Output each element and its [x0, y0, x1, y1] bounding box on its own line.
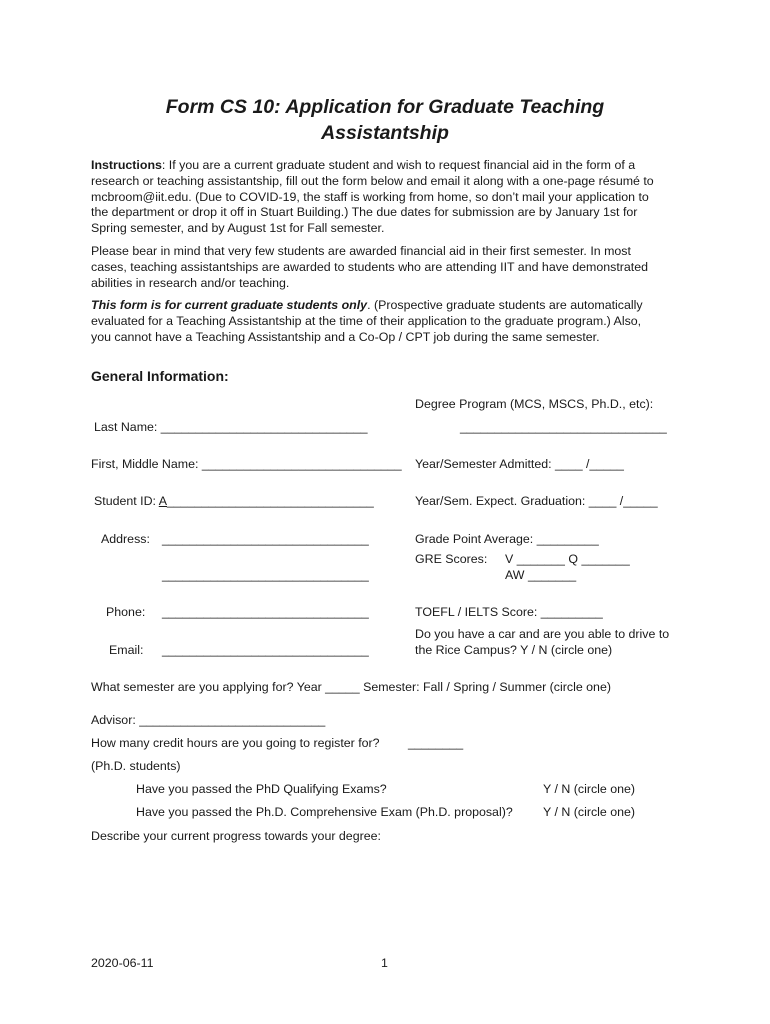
gpa-field[interactable]: Grade Point Average: _________: [415, 532, 599, 546]
instructions-line3: mcbroom@iit.edu. (Due to COVID-19, the staff is working from home, so don’t mail your application to: [91, 189, 649, 204]
last-name-field[interactable]: Last Name: ______________________________: [94, 420, 368, 434]
car-question-line1: Do you have a car and are you able to drive to: [415, 627, 670, 641]
eligibility-line3: you cannot have a Teaching Assistantship and a Co-Op / CPT job during the same semester.: [91, 329, 600, 344]
eligibility-line2: evaluated for a Teaching Assistantship at the time of their application to the graduate program.) Also,: [91, 313, 642, 328]
email-line[interactable]: ______________________________: [162, 643, 369, 657]
degree-program-label: Degree Program (MCS, MSCS, Ph.D., etc):: [415, 397, 654, 411]
semester-question[interactable]: What semester are you applying for? Year _____ Semester: Fall / Spring / Summer (circle one): [91, 680, 611, 694]
note-line1: Please bear in mind that very few students are awarded financial aid in their first semester. In most: [91, 244, 631, 258]
credit-hours-line[interactable]: ________: [408, 736, 464, 750]
note-line3: abilities in research and/or teaching.: [91, 275, 290, 290]
advisor-field[interactable]: Advisor: ___________________________: [91, 713, 326, 727]
gre-vq-field[interactable]: V _______ Q _______: [505, 552, 630, 566]
email-label: Email:: [109, 643, 144, 657]
student-id-line: ______________________________: [167, 494, 374, 508]
instructions-line4: the department or drop it off in Stuart Building.) The due dates for submission are by January 1st for: [91, 205, 638, 220]
eligibility-bold: This form is for current graduate students only: [91, 298, 368, 312]
phone-line[interactable]: ______________________________: [162, 605, 369, 619]
car-question-line2[interactable]: the Rice Campus? Y / N (circle one): [415, 643, 613, 657]
phone-label: Phone:: [106, 605, 146, 619]
form-title-line1: Form CS 10: Application for Graduate Teaching: [165, 96, 605, 118]
student-id-label: Student ID:: [94, 494, 159, 508]
phd-comprehensive-answer[interactable]: Y / N (circle one): [543, 805, 636, 819]
credit-hours-question: How many credit hours are you going to register for?: [91, 736, 380, 750]
eligibility-paragraph: [91, 298, 691, 345]
instructions-line5: Spring semester, and by August 1st for Fall semester.: [91, 221, 385, 236]
form-title-line2: Assistantship: [321, 122, 449, 144]
phd-qualifying-question: Have you passed the PhD Qualifying Exams?: [136, 782, 387, 796]
note-line2: cases, teaching assistantships are awarded to students who are attending IIT and have demonstrated: [91, 259, 649, 274]
phd-comprehensive-question: Have you passed the Ph.D. Comprehensive Exam (Ph.D. proposal)?: [136, 805, 513, 819]
instructions-line2: research or teaching assistantship, fill out the form below and email it along with a one-page résumé to: [91, 173, 654, 188]
instructions-label: Instructions: [91, 158, 162, 172]
address-line-1[interactable]: ______________________________: [162, 532, 369, 546]
gre-scores-label: GRE Scores:: [415, 552, 488, 566]
footer-date: 2020-06-11: [91, 956, 154, 970]
address-label: Address:: [101, 532, 150, 546]
instructions-line1: : If you are a current graduate student and wish to request financial aid in the form of a: [161, 158, 636, 172]
phd-qualifying-answer[interactable]: Y / N (circle one): [543, 782, 636, 796]
phd-students-label: (Ph.D. students): [91, 759, 181, 773]
student-id-prefix: A: [158, 494, 168, 508]
general-info-heading: General Information:: [91, 368, 229, 384]
progress-question: Describe your current progress towards your degree:: [91, 829, 381, 843]
note-paragraph: [91, 244, 691, 291]
degree-program-line[interactable]: ______________________________: [460, 420, 667, 434]
toefl-field[interactable]: TOEFL / IELTS Score: _________: [415, 605, 603, 619]
first-middle-name-field[interactable]: First, Middle Name: _____________________________: [91, 457, 402, 471]
instructions-paragraph: [91, 158, 691, 237]
student-id-field[interactable]: [94, 494, 374, 509]
year-admitted-field[interactable]: Year/Semester Admitted: ____ /_____: [415, 457, 624, 471]
eligibility-line1: . (Prospective graduate students are automatically: [367, 298, 643, 312]
footer-page-number: 1: [381, 956, 388, 970]
address-line-2[interactable]: ______________________________: [162, 568, 369, 582]
expected-graduation-field[interactable]: Year/Sem. Expect. Graduation: ____ /_____: [415, 494, 658, 508]
gre-aw-field[interactable]: AW _______: [505, 568, 577, 582]
